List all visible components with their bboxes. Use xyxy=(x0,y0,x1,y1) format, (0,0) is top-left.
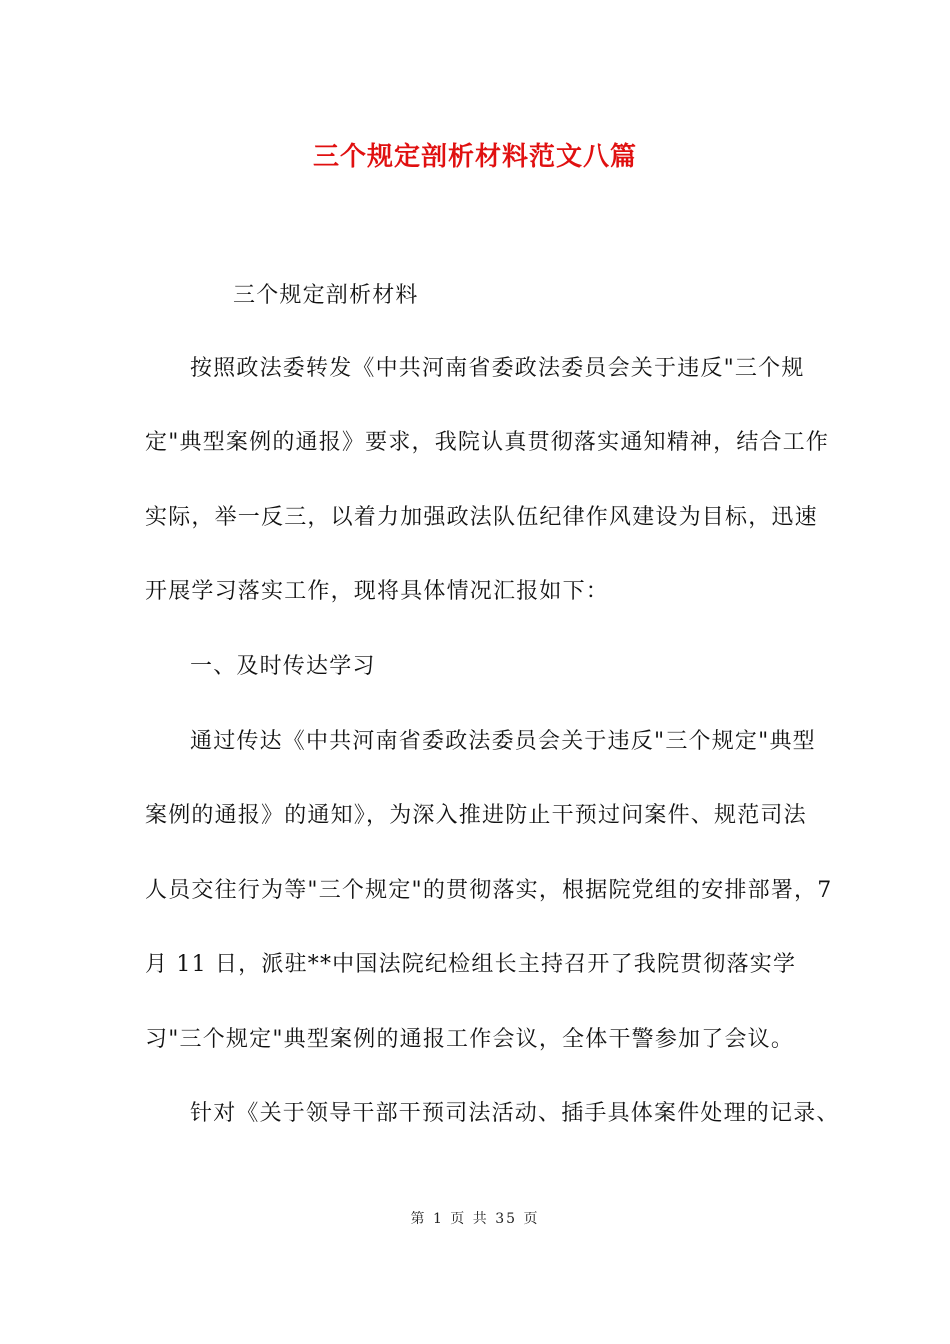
paragraph-line: 开展学习落实工作，现将具体情况汇报如下： xyxy=(145,579,610,604)
document-subtitle: 三个规定剖析材料 xyxy=(233,283,419,308)
document-title: 三个规定剖析材料范文八篇 xyxy=(312,142,637,172)
paragraph-line: 人员交往行为等"三个规定"的贯彻落实，根据院党组的安排部署，7 xyxy=(145,878,833,903)
paragraph-line: 习"三个规定"典型案例的通报工作会议，全体干警参加了会议。 xyxy=(145,1027,795,1052)
paragraph-line: 定"典型案例的通报》要求，我院认真贯彻落实通知精神，结合工作 xyxy=(145,430,830,455)
section-heading: 一、及时传达学习 xyxy=(190,654,376,679)
page-number-footer: 第 1 页 共 35 页 xyxy=(410,1211,540,1227)
paragraph-line: 针对《关于领导干部干预司法活动、插手具体案件处理的记录、 xyxy=(190,1101,840,1126)
paragraph-line: 实际，举一反三，以着力加强政法队伍纪律作风建设为目标，迅速 xyxy=(145,505,818,530)
paragraph-line: 通过传达《中共河南省委政法委员会关于违反"三个规定"典型 xyxy=(190,729,816,754)
paragraph-line: 案例的通报》的通知》，为深入推进防止干预过问案件、规范司法 xyxy=(145,803,807,828)
paragraph-line: 按照政法委转发《中共河南省委政法委员会关于违反"三个规 xyxy=(190,356,805,381)
paragraph-line: 月 11 日，派驻**中国法院纪检组长主持召开了我院贯彻落实学 xyxy=(145,952,797,977)
